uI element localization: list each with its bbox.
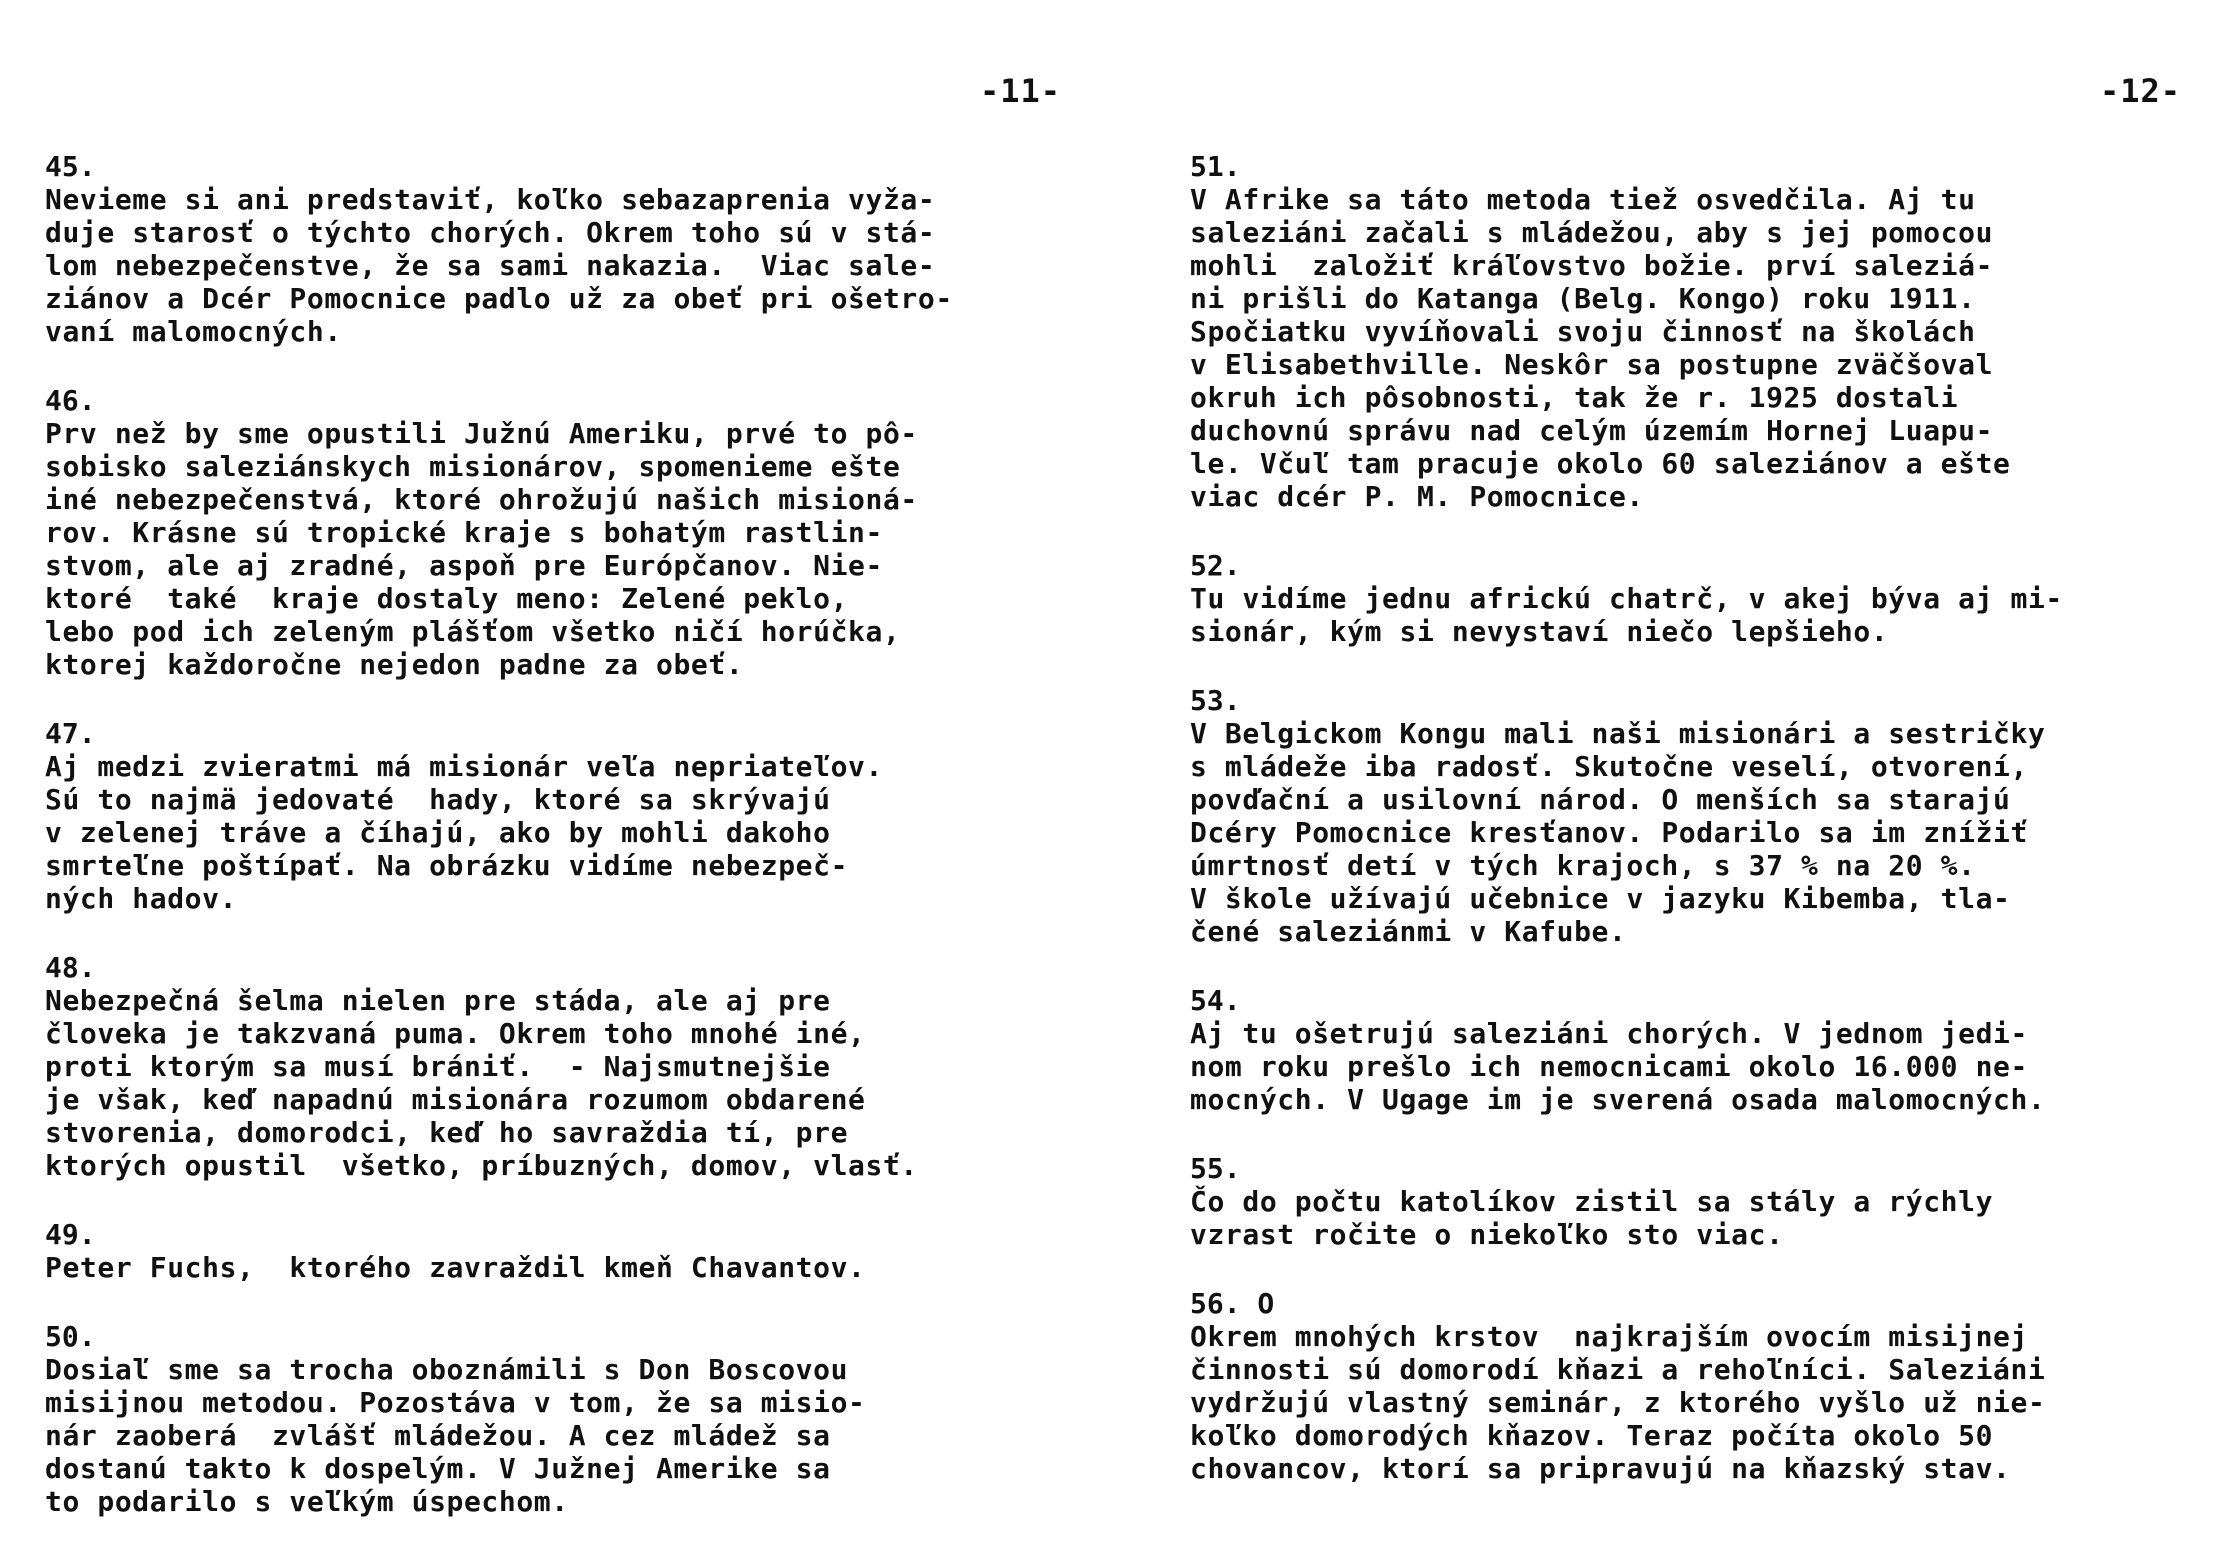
text-line: okruh ich pôsobnosti, tak že r. 1925 dostali (1190, 381, 1959, 414)
text-line: Peter Fuchs, ktorého zavraždil kmeň Chavantov. (45, 1251, 866, 1284)
text-line: Dosiaľ sme sa trocha oboznámili s Don Boscovou (45, 1353, 849, 1386)
text-line: smrteľne poštípať. Na obrázku vidíme nebezpeč- (45, 849, 849, 882)
text-line: je však, keď napadnú misionára rozumom obdarené (45, 1083, 866, 1116)
paragraph-number: 50. (45, 1320, 96, 1353)
paragraph (45, 150, 1095, 348)
text-line: V škole užívajú učebnice v jazyku Kibemba, tla- (1190, 882, 2011, 915)
paragraph-number: 51. (1190, 150, 1241, 183)
text-column (1190, 150, 2230, 1521)
text-line: proti ktorým sa musí brániť. - Najsmutnejšie (45, 1050, 831, 1083)
paragraph (1190, 549, 2230, 648)
text-line: sobisko saleziánskych misionárov, spomenieme ešte (45, 450, 901, 483)
paragraph-number: 55. (1190, 1152, 1241, 1185)
text-column (45, 150, 1095, 1554)
text-line: Tu vidíme jednu africkú chatrč, v akej býva aj mi- (1190, 582, 2063, 615)
text-line: činnosti sú domorodí kňazi a rehoľníci. Saleziáni (1190, 1353, 2046, 1386)
text-line: Nebezpečná šelma nielen pre stáda, ale aj pre (45, 984, 831, 1017)
text-line: vzrast ročite o niekoľko sto viac. (1190, 1218, 1784, 1251)
text-line: Okrem mnohých krstov najkrajším ovocím misijnej (1190, 1320, 2028, 1353)
text-line: lom nebezpečenstve, že sa sami nakazia. Viac sale- (45, 249, 936, 282)
paragraph-number: 45. (45, 150, 96, 183)
text-line: misijnou metodou. Pozostáva v tom, že sa misio- (45, 1386, 866, 1419)
paragraph-number: 47. (45, 717, 96, 750)
text-line: v zelenej tráve a číhajú, ako by mohli dakoho (45, 816, 831, 849)
paragraph (45, 1320, 1095, 1518)
left-page (0, 0, 1115, 1518)
text-line: povďační a usilovní národ. O menších sa starajú (1190, 783, 2011, 816)
paragraph (45, 384, 1095, 681)
page-number: -12- (2100, 72, 2182, 110)
text-line: ktorých opustil všetko, príbuzných, domov, vlasť. (45, 1149, 918, 1182)
text-line: Čo do počtu katolíkov zistil sa stály a rýchly (1190, 1185, 1994, 1218)
text-line: stvorenia, domorodci, keď ho savraždia tí, pre (45, 1116, 849, 1149)
text-line: človeka je takzvaná puma. Okrem toho mnohé iné, (45, 1017, 866, 1050)
text-line: V Belgickom Kongu mali naši misionári a sestričky (1190, 717, 2046, 750)
text-line: ziánov a Dcér Pomocnice padlo už za obeť pri ošetro- (45, 282, 953, 315)
text-line: koľko domorodých kňazov. Teraz počíta okolo 50 (1190, 1419, 1994, 1452)
text-line: čené saleziánmi v Kafube. (1190, 915, 1627, 948)
text-line: úmrtnosť detí v tých krajoch, s 37 % na 20 %. (1190, 849, 1976, 882)
text-line: saleziáni začali s mládežou, aby s jej pomocou (1190, 216, 1994, 249)
text-line: viac dcér P. M. Pomocnice. (1190, 480, 1644, 513)
text-line: stvom, ale aj zradné, aspoň pre Európčanov. Nie- (45, 549, 883, 582)
text-line: Aj medzi zvieratmi má misionár veľa nepriateľov. (45, 750, 883, 783)
text-line: v Elisabethville. Neskôr sa postupne zväčšoval (1190, 348, 1994, 381)
paragraph (1190, 684, 2230, 948)
text-line: Dcéry Pomocnice kresťanov. Podarilo sa im znížiť (1190, 816, 2028, 849)
text-line: Prv než by sme opustili Južnú Ameriku, prvé to pô- (45, 417, 918, 450)
text-line: le. Včuľ tam pracuje okolo 60 saleziánov a ešte (1190, 447, 2011, 480)
paragraph-number: 48. (45, 951, 96, 984)
paragraph (45, 717, 1095, 915)
paragraph (1190, 150, 2230, 513)
text-line: to podarilo s veľkým úspechom. (45, 1485, 569, 1518)
text-line: sionár, kým si nevystaví niečo lepšieho. (1190, 615, 1889, 648)
paragraph (1190, 1287, 2230, 1485)
text-line: duje starosť o týchto chorých. Okrem toho sú v stá- (45, 216, 936, 249)
right-page (1115, 0, 2230, 1500)
text-line: lebo pod ich zeleným plášťom všetko ničí horúčka, (45, 615, 901, 648)
paragraph (45, 1218, 1095, 1284)
text-line: Aj tu ošetrujú saleziáni chorých. V jednom jedi- (1190, 1017, 2028, 1050)
text-line: Nevieme si ani predstaviť, koľko sebazaprenia vyža- (45, 183, 936, 216)
text-line: vaní malomocných. (45, 315, 342, 348)
paragraph (1190, 1152, 2230, 1251)
text-line: ktorej každoročne nejedon padne za obeť. (45, 648, 744, 681)
text-line: Spočiatku vyvíňovali svoju činnosť na školách (1190, 315, 1976, 348)
text-line: dostanú takto k dospelým. V Južnej Amerike sa (45, 1452, 831, 1485)
text-line: rov. Krásne sú tropické kraje s bohatým rastlin- (45, 516, 883, 549)
paragraph (45, 951, 1095, 1182)
text-line: Sú to najmä jedovaté hady, ktoré sa skrývajú (45, 783, 831, 816)
text-line: iné nebezpečenstvá, ktoré ohrožujú našich misioná- (45, 483, 918, 516)
paragraph-number: 56. O (1190, 1287, 1275, 1320)
paragraph-number: 54. (1190, 984, 1241, 1017)
text-line: ktoré také kraje dostaly meno: Zelené peklo, (45, 582, 849, 615)
text-line: V Afrike sa táto metoda tiež osvedčila. Aj tu (1190, 183, 1976, 216)
paragraph-number: 49. (45, 1218, 96, 1251)
text-line: mocných. V Ugage im je sverená osada malomocných. (1190, 1083, 2046, 1116)
paragraph-number: 53. (1190, 684, 1241, 717)
text-line: s mládeže iba radosť. Skutočne veselí, otvorení, (1190, 750, 2028, 783)
page-number: -11- (980, 72, 1062, 110)
text-line: vydržujú vlastný seminár, z ktorého vyšlo už nie- (1190, 1386, 2046, 1419)
paragraph (1190, 984, 2230, 1116)
text-line: ných hadov. (45, 882, 238, 915)
text-line: nom roku prešlo ich nemocnicami okolo 16.000 ne- (1190, 1050, 2028, 1083)
paragraph-number: 52. (1190, 549, 1241, 582)
text-line: chovancov, ktorí sa pripravujú na kňazský stav. (1190, 1452, 2011, 1485)
text-line: nár zaoberá zvlášť mládežou. A cez mládež sa (45, 1419, 831, 1452)
text-line: duchovnú správu nad celým územím Hornej Luapu- (1190, 414, 1994, 447)
paragraph-number: 46. (45, 384, 96, 417)
text-line: mohli založiť kráľovstvo božie. prví saleziá- (1190, 249, 1994, 282)
text-line: ni prišli do Katanga (Belg. Kongo) roku 1911. (1190, 282, 1976, 315)
